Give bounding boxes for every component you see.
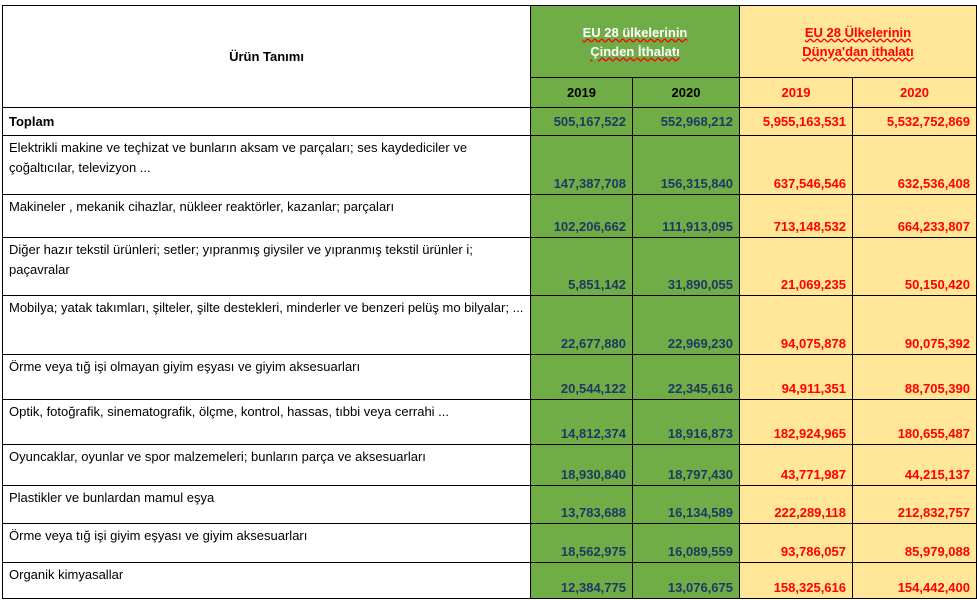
row-label: Makineler , mekanik cihazlar, nükleer reaktörler, kazanlar; parçaları (3, 195, 531, 238)
world-2019-value: 93,786,057 (740, 524, 853, 563)
row-label: Plastikler ve bunlardan mamul eşya (3, 486, 531, 524)
world-2020-value: 664,233,807 (853, 195, 977, 238)
year-world-2020: 2020 (853, 78, 977, 108)
world-2020-value: 632,536,408 (853, 136, 977, 195)
china-2020-value: 18,916,873 (633, 400, 740, 445)
row-label: Oyuncaklar, oyunlar ve spor malzemeleri; bunların parça ve aksesuarları (3, 445, 531, 486)
china-2019-value: 18,930,840 (531, 445, 633, 486)
world-2020-value: 85,979,088 (853, 524, 977, 563)
world-2020-value: 88,705,390 (853, 355, 977, 400)
world-2020-value: 90,075,392 (853, 296, 977, 355)
row-label: Örme veya tığ işi giyim eşyası ve giyim aksesuarları (3, 524, 531, 563)
china-2020-value: 18,797,430 (633, 445, 740, 486)
world-2019-value: 158,325,616 (740, 563, 853, 599)
china-2019-value: 5,851,142 (531, 238, 633, 296)
row-label: Örme veya tığ işi olmayan giyim eşyası ve giyim aksesuarları (3, 355, 531, 400)
world-2020-value: 44,215,137 (853, 445, 977, 486)
world-2019-value: 94,075,878 (740, 296, 853, 355)
row-label: Organik kimyasallar (3, 563, 531, 599)
table-row-total (3, 108, 977, 136)
china-2020-value: 22,345,616 (633, 355, 740, 400)
world-2020-value: 212,832,757 (853, 486, 977, 524)
china-2019-value: 505,167,522 (531, 108, 633, 136)
world-imports-header (740, 6, 977, 78)
china-2019-value: 18,562,975 (531, 524, 633, 563)
china-2019-value: 12,384,775 (531, 563, 633, 599)
china-2019-value: 147,387,708 (531, 136, 633, 195)
china-2020-value: 13,076,675 (633, 563, 740, 599)
table-row (3, 400, 977, 445)
world-2019-value: 94,911,351 (740, 355, 853, 400)
world-2020-value: 5,532,752,869 (853, 108, 977, 136)
world-2019-value: 713,148,532 (740, 195, 853, 238)
row-label: Mobilya; yatak takımları, şilteler, şilte destekleri, minderler ve benzeri pelüş mo bilyalar; ... (3, 296, 531, 355)
china-header-line2 (531, 42, 739, 61)
table-row (3, 524, 977, 563)
china-2019-value: 14,812,374 (531, 400, 633, 445)
world-header-text2: Dünya'dan ithalatı (802, 43, 914, 59)
year-china-2020: 2020 (633, 78, 740, 108)
import-comparison-table (2, 5, 977, 599)
world-2020-value: 154,442,400 (853, 563, 977, 599)
china-2020-value: 22,969,230 (633, 296, 740, 355)
table-row (3, 136, 977, 195)
row-label: Elektrikli makine ve teçhizat ve bunların aksam ve parçaları; ses kaydediciler ve çoğaltıcılar, televizyon ... (3, 136, 531, 195)
world-header-line2 (740, 42, 976, 61)
table-row (3, 486, 977, 524)
world-2020-value: 180,655,487 (853, 400, 977, 445)
world-2019-value: 5,955,163,531 (740, 108, 853, 136)
world-2019-value: 637,546,546 (740, 136, 853, 195)
world-header-line1 (740, 23, 976, 42)
china-2020-value: 16,089,559 (633, 524, 740, 563)
table-row (3, 355, 977, 400)
world-header-text1: EU 28 Ülkelerinin (804, 24, 912, 40)
china-2020-value: 16,134,589 (633, 486, 740, 524)
china-imports-header (531, 6, 740, 78)
china-2020-value: 31,890,055 (633, 238, 740, 296)
china-2020-value: 111,913,095 (633, 195, 740, 238)
china-header-line1 (531, 23, 739, 42)
china-2019-value: 20,544,122 (531, 355, 633, 400)
world-2019-value: 222,289,118 (740, 486, 853, 524)
row-label: Diğer hazır tekstil ürünleri; setler; yıpranmış giysiler ve yıpranmış tekstil ürünler i; paçavralar (3, 238, 531, 296)
table-row (3, 445, 977, 486)
group-header-row (3, 6, 977, 78)
table-row (3, 195, 977, 238)
table-row (3, 563, 977, 599)
china-2019-value: 102,206,662 (531, 195, 633, 238)
china-2019-value: 22,677,880 (531, 296, 633, 355)
year-world-2019: 2019 (740, 78, 853, 108)
china-2019-value: 13,783,688 (531, 486, 633, 524)
china-header-text2: Çinden İthalatı (590, 43, 680, 59)
row-label: Toplam (3, 108, 531, 136)
table-row (3, 296, 977, 355)
world-2019-value: 21,069,235 (740, 238, 853, 296)
world-2020-value: 50,150,420 (853, 238, 977, 296)
china-header-text1: EU 28 ülkelerinin (582, 24, 688, 40)
world-2019-value: 182,924,965 (740, 400, 853, 445)
world-2019-value: 43,771,987 (740, 445, 853, 486)
table-row (3, 238, 977, 296)
china-2020-value: 156,315,840 (633, 136, 740, 195)
year-china-2019: 2019 (531, 78, 633, 108)
china-2020-value: 552,968,212 (633, 108, 740, 136)
product-header: Ürün Tanımı (3, 6, 531, 108)
row-label: Optik, fotoğrafik, sinematografik, ölçme, kontrol, hassas, tıbbi veya cerrahi ... (3, 400, 531, 445)
